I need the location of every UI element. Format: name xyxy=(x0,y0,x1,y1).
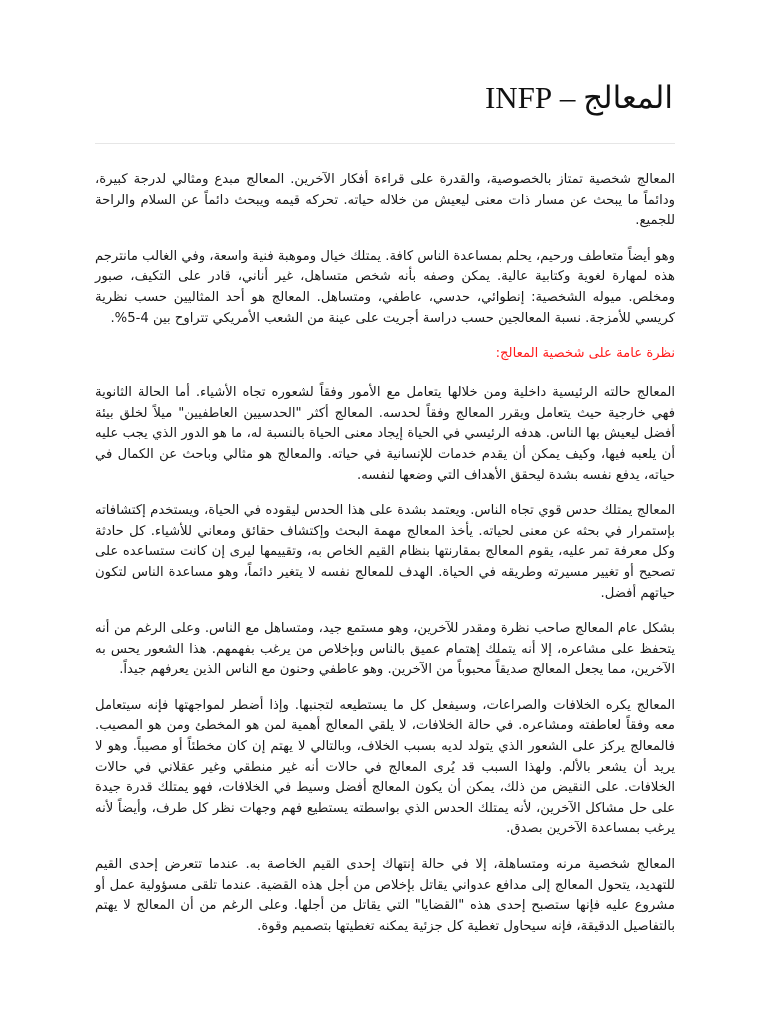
overview-paragraph-4: المعالج يكره الخلافات والصراعات، وسيفعل كل ما يستطيعه لتجنبها. وإذا أضطر لمواجهتها فإنه سيتعامل معه وفقاً لعاطفته ومشاعره. في حالة الخلافات، لا يلقي المعالج أهمية لمن هو المخطئ ومن هو المصيب. فالمعالج يركز على الشعور الذي يتولد لديه بسبب الخلاف، وبالتالي لا يهتم إن كان مخطئاً أو مصيباً. وهو لا يريد أن يشعر بالألم. ولهذا السبب قد يُرى المعالج في حالات أنه غير منطقي وغير عقلاني في حالات الخلافات. على النقيض من ذلك، يمكن أن يكون المعالج أفضل وسيط في الخلافات، فهو يمتلك قدرة جيدة على حل مشاكل الآخرين، لأنه يمتلك الحدس الذي بواسطته يستطيع فهم وجهات نظر كل طرف، وأيضاً لأنه يرغب بمساعدة الآخرين بصدق. xyxy=(95,697,675,837)
title-divider xyxy=(95,143,675,144)
overview-paragraph-3: بشكل عام المعالج صاحب نظرة ومقدر للآخرين، وهو مستمع جيد، ومتساهل مع الناس. وعلى الرغم من أنه يتحفظ على مشاعره، إلا أنه يتملك إهتمام عميق بالناس وبإخلاص من يرغب بفهمهم. هذا الشعور يحس به الآخرين، مما يجعل المعالج صديقاً محبوباً من الآخرين. وهو عاطفي وحنون مع الناس الذين يعرفهم جيداً. xyxy=(95,621,675,678)
intro-paragraph-1: المعالج شخصية تمتاز بالخصوصية، والقدرة على قراءة أفكار الآخرين. المعالج مبدع ومثالي لدرجة كبيرة، ودائماً ما يبحث عن مسار ذات معنى ليعيش من خلاله حياته. تحركه قيمه ويبحث دائماً عن السلام والراحة للجميع. xyxy=(95,172,675,229)
overview-paragraph-1: المعالج حالته الرئيسية داخلية ومن خلالها يتعامل مع الأمور وفقاً لشعوره تجاه الأشياء. أما الحالة الثانوية فهي خارجية حيث يتعامل ويقرر المعالج وفقاً لحدسه. المعالج أكثر "الحدسيين العاطفيين" ميلاً لخلق بيئة أفضل ليعيش بها الناس. هدفه الرئيسي في الحياة إيجاد معنى الحياة بالنسبة له، ما هو الدور الذي يجب عليه أن يلعبه فيها، وكيف يمكن أن يقدم خدمات للإنسانية في حياته. والمعالج هو مثالي وباحث عن الكمال في حياته، يدفع نفسه بشدة ليحقق الأهداف التي وضعها لنفسه. xyxy=(95,385,675,483)
article-body xyxy=(95,170,675,952)
intro-paragraph-2: وهو أيضاً متعاطف ورحيم، يحلم بمساعدة الناس كافة. يمتلك خيال وموهبة فنية واسعة، وفي الغالب مانترجم هذه لمهارة لغوية وكتابية عالية. يمكن وصفه بأنه شخص متساهل، غير أناني، قادر على التكيف، صبور ومخلص. ميوله الشخصية: إنطوائي، حدسي، عاطفي، ومتساهل. المعالج هو أحد المثاليين حسب نظرية كريسي للأمزجة. نسبة المعالجين حسب دراسة أجريت على عينة من الشعب الأمريكي تتراوح بين 4-5%. xyxy=(95,248,675,326)
overview-paragraph-5: المعالج شخصية مرنه ومتساهلة، إلا في حالة إنتهاك إحدى القيم الخاصة به. عندما تتعرض إحدى القيم للتهديد، يتحول المعالج إلى مدافع عدواني يقاتل بإخلاص من أجل هذه القضية. عندما تلقى مسؤولية عمل أو مشروع عليه فإنها ستصبح إحدى هذه "القضايا" التي يقاتل من أجلها. وعلى الرغم من أن المعالج لا يهتم بالتفاصيل الدقيقة، فإنه سيحاول تغطية كل جزئية يمكنه تغطيتها بتصميم وقوة. xyxy=(95,857,675,934)
section-heading: نظرة عامة على شخصية المعالج: xyxy=(495,346,675,362)
overview-paragraph-2: المعالج يمتلك حدس قوي تجاه الناس. ويعتمد بشدة على هذا الحدس ليقوده في الحياة، ويستخدم إكتشافاته بإستمرار في بحثه عن معنى لحياته. يأخذ المعالج مهمة البحث وإكتشاف حقائق ومعاني للأشياء. كل حادثة وكل معرفة تمر عليه، يقوم المعالج بمقارنتها بنظام القيم الخاص به، وتقييمها ليرى إن كانت ستساعده على تصحيح أو تغيير مسيرته وطريقه في الحياة. الهدف للمعالج نفسه لا يتغير دائماً، وهو مساعدة الناس لتكون حياتهم أفضل. xyxy=(95,503,675,601)
page-title: المعالج – INFP xyxy=(484,80,673,115)
